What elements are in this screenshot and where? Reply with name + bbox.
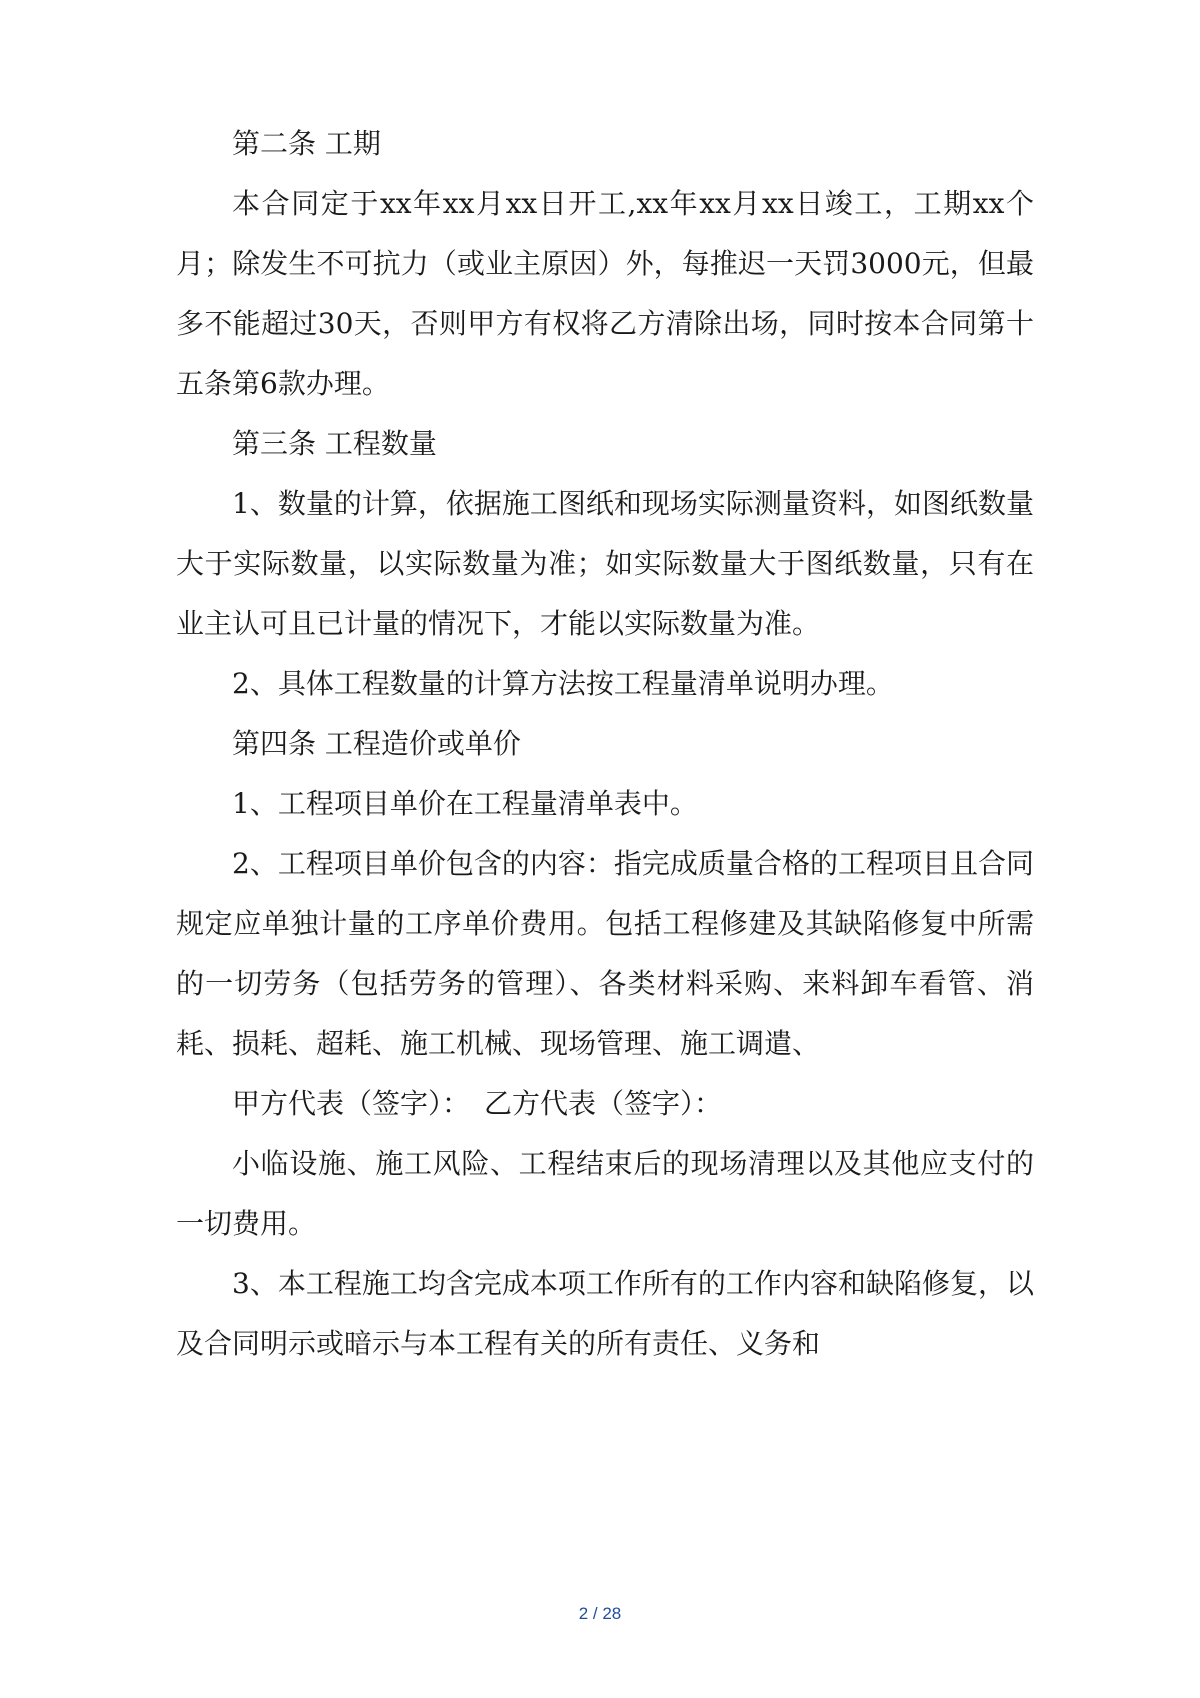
- article-4-heading: 第四条 工程造价或单价: [232, 727, 521, 760]
- article-3-heading: 第三条 工程数量: [232, 427, 437, 460]
- page-number: 2 / 28: [578, 1604, 622, 1623]
- article-3-item-1: 1、数量的计算，依据施工图纸和现场实际测量资料，如图纸数量大于实际数量，以实际数量为准；如实际数量大于图纸数量，只有在业主认可且已计量的情况下，才能以实际数量为准。: [176, 487, 1034, 640]
- article-3-item-2: 2、具体工程数量的计算方法按工程量清单说明办理。: [232, 667, 894, 700]
- article-4-item-2-continued: 小临设施、施工风险、工程结束后的现场清理以及其他应支付的一切费用。: [176, 1147, 1034, 1240]
- article-2-heading: 第二条 工期: [232, 127, 381, 160]
- article-4-item-2: 2、工程项目单价包含的内容：指完成质量合格的工程项目且合同规定应单独计量的工序单价费用。包括工程修建及其缺陷修复中所需的一切劳务（包括劳务的管理）、各类材料采购、来料卸车看管、消耗、损耗、超耗、施工机械、现场管理、施工调遣、: [176, 847, 1034, 1060]
- article-4-item-1: 1、工程项目单价在工程量清单表中。: [232, 787, 698, 820]
- article-4-item-3: 3、本工程施工均含完成本项工作所有的工作内容和缺陷修复，以及合同明示或暗示与本工程有关的所有责任、义务和: [176, 1267, 1034, 1360]
- article-2-paragraph: 本合同定于xx年xx月xx日开工,xx年xx月xx日竣工，工期xx个月；除发生不可抗力（或业主原因）外，每推迟一天罚3000元，但最多不能超过30天，否则甲方有权将乙方清除出场，同时按本合同第十五条第6款办理。: [176, 187, 1034, 400]
- document-body: [176, 114, 1034, 1374]
- signature-line: 甲方代表（签字）： 乙方代表（签字）：: [232, 1087, 723, 1120]
